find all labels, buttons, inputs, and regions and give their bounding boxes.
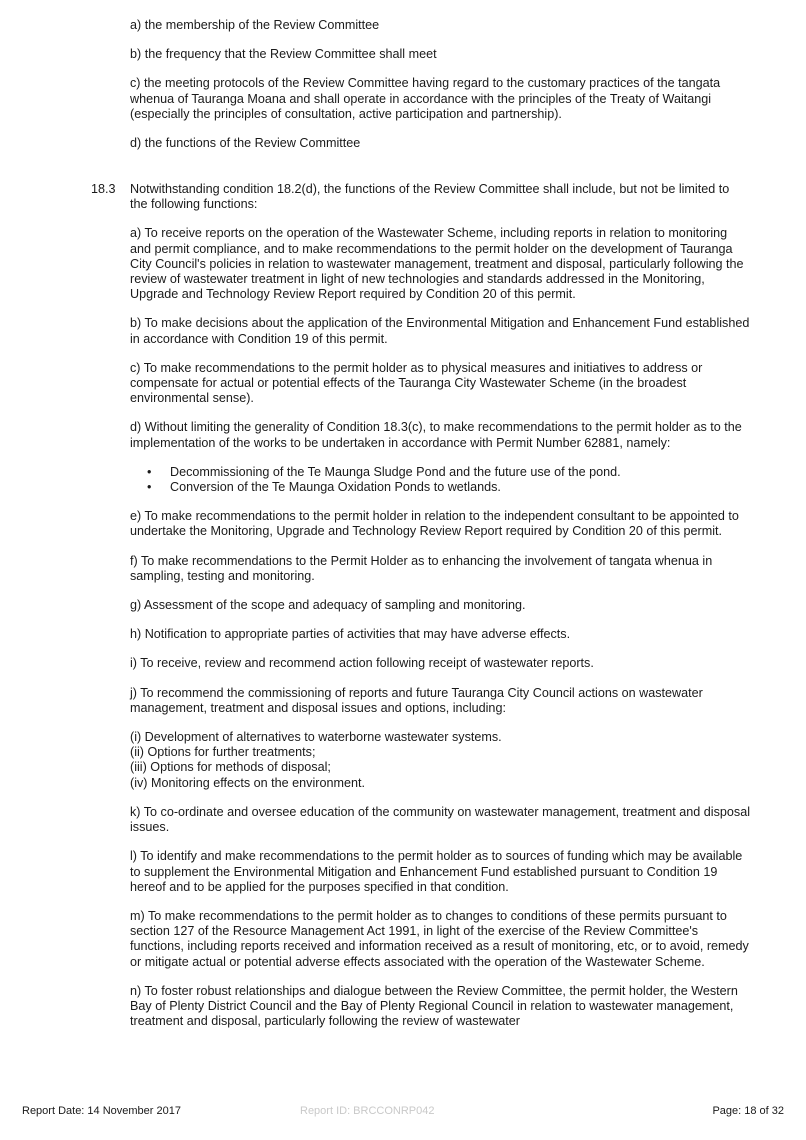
intro-item-a: a) the membership of the Review Committee (130, 18, 380, 32)
function-k: k) To co-ordinate and oversee education of the community on wastewater management, treatment and disposal issues. (130, 804, 751, 835)
function-j: j) To recommend the commissioning of reports and future Tauranga City Council actions on wastewater management, treatment and disposal issues and options, including: (130, 685, 703, 715)
function-l: l) To identify and make recommendations to the permit holder as to sources of funding which may be available to supplement the Environmental Mitigation and Enhancement Fund established pursuant to Condition 19 hereof and to be applied for the purposes specified in that condition. (130, 849, 743, 894)
intro-items (130, 18, 750, 165)
list-item: (iii) Options for methods of disposal; (130, 760, 331, 775)
intro-item-b: b) the frequency that the Review Committee shall meet (130, 47, 437, 62)
clause-lead: Notwithstanding condition 18.2(d), the functions of the Review Committee shall include, but not be limited to the following functions: (130, 182, 730, 212)
function-b: b) To make decisions about the application of the Environmental Mitigation and Enhancement Fund established in accordance with Condition 19 of this permit. (130, 316, 750, 346)
function-h: h) Notification to appropriate parties of activities that may have adverse effects. (130, 627, 571, 642)
footer-report-date: Report Date: 14 November 2017 (22, 1105, 181, 1117)
footer-report-id: Report ID: BRCCONRP042 (300, 1105, 435, 1117)
bullet-item: • Conversion of the Te Maunga Oxidation Ponds to wetlands. (130, 480, 750, 495)
intro-item-d: d) the functions of the Review Committee (130, 136, 361, 151)
clause-number: 18.3 (91, 182, 116, 196)
clause-18-3 (130, 182, 750, 1043)
function-f: f) To make recommendations to the Permit Holder as to enhancing the involvement of tangata whenua in sampling, testing and monitoring. (130, 553, 713, 583)
list-item: (iv) Monitoring effects on the environment. (130, 775, 365, 790)
function-d-bullets (130, 465, 750, 495)
function-g: g) Assessment of the scope and adequacy of sampling and monitoring. (130, 598, 526, 613)
footer-page-number: Page: 18 of 32 (712, 1105, 784, 1117)
function-d: d) Without limiting the generality of Condition 18.3(c), to make recommendations to the permit holder as to the implementation of the works to be undertaken in accordance with Permit Number 62881, namely: (130, 420, 742, 450)
function-c: c) To make recommendations to the permit holder as to physical measures and initiatives to address or compensate for actual or potential effects of the Tauranga City Wastewater Scheme (in the broadest environmental sense). (130, 360, 703, 406)
function-e: e) To make recommendations to the permit holder in relation to the independent consultant to be appointed to undertake the Monitoring, Upgrade and Technology Review Report required by Condition 20 of this permit. (130, 509, 739, 539)
function-a: a) To receive reports on the operation of the Wastewater Scheme, including reports in relation to monitoring and permit compliance, and to make recommendations to the permit holder on the development of Tauranga City Council's policies in relation to wastewater management, treatment and disposal, particularly following the review of wastewater treatment in light of new technologies and standards addressed in the Monitoring, Upgrade and Technology Review Report required by Condition 20 of this permit. (130, 226, 744, 302)
function-j-list (130, 730, 750, 791)
function-i: i) To receive, review and recommend action following receipt of wastewater reports. (130, 656, 594, 671)
intro-item-c: c) the meeting protocols of the Review Committee having regard to the customary practices of the tangata whenua of Tauranga Moana and shall operate in accordance with the principles of the Treaty of Waitangi (especially the principles of consultation, active participation and partnership). (130, 76, 721, 121)
list-item: (ii) Options for further treatments; (130, 745, 316, 760)
bullet-item: • Decommissioning of the Te Maunga Sludge Pond and the future use of the pond. (130, 465, 750, 480)
function-m: m) To make recommendations to the permit holder as to changes to conditions of these permits pursuant to section 127 of the Resource Management Act 1991, in light of the exercise of the Review Committee's functions, including reports received and information received as a result of monitoring, etc, or to avoid, remedy or mitigate actual or potential adverse effects associated with the operation of the Wastewater Scheme. (130, 908, 749, 969)
function-n: n) To foster robust relationships and dialogue between the Review Committee, the permit holder, the Western Bay of Plenty District Council and the Bay of Plenty Regional Council in relation to wastewater management, treatment and disposal, particularly following the review of wastewater (130, 983, 738, 1029)
list-item: (i) Development of alternatives to waterborne wastewater systems. (130, 730, 502, 745)
